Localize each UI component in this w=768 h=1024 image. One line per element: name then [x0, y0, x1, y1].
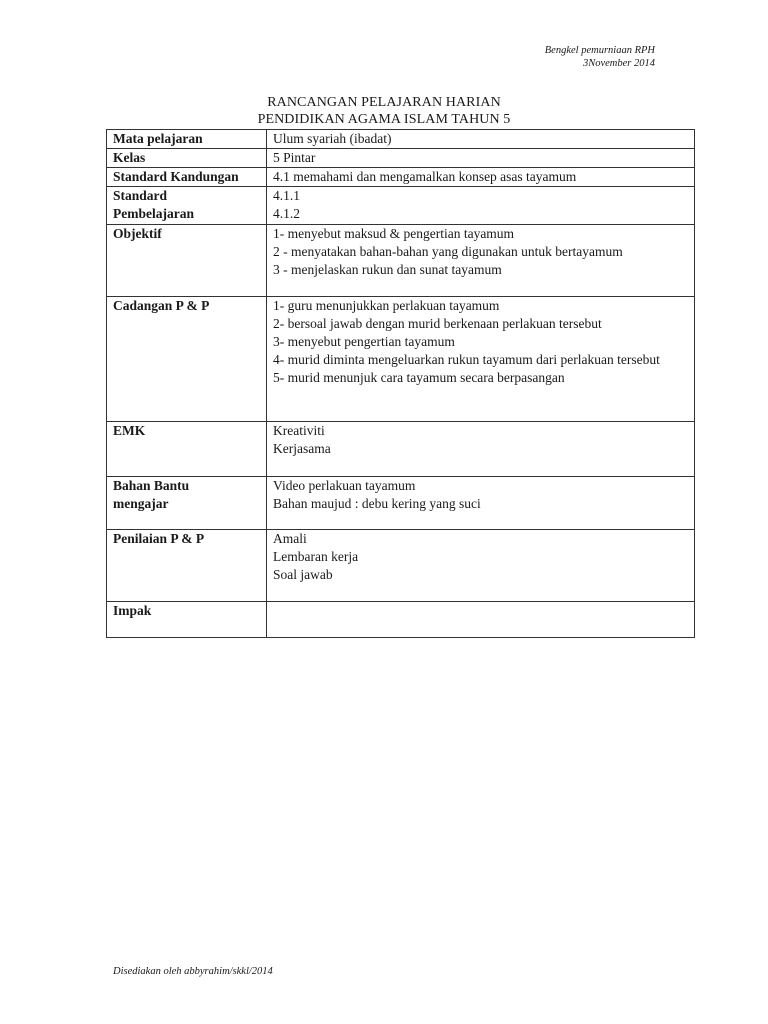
cadangan-item: 5- murid menunjuk cara tayamum secara berpasangan: [273, 370, 565, 385]
label-objektif: Objektif: [107, 225, 267, 297]
standard-pembelajaran-item: 4.1.2: [273, 206, 300, 221]
row-impak: [107, 602, 695, 638]
label-standard-kandungan: Standard Kandungan: [107, 168, 267, 187]
value-cadangan: [267, 297, 695, 422]
row-bahan-bantu: [107, 477, 695, 530]
value-impak: [267, 602, 695, 638]
label-impak: Impak: [107, 602, 267, 638]
lesson-plan-table: [106, 129, 695, 638]
value-standard-kandungan: 4.1 memahami dan mengamalkan konsep asas tayamum: [267, 168, 695, 187]
footer-note: Disediakan oleh abbyrahim/skkl/2014: [113, 966, 273, 977]
penilaian-item: Amali: [273, 531, 307, 546]
row-standard-pembelajaran: [107, 187, 695, 225]
value-penilaian: [267, 530, 695, 602]
header-note: [545, 44, 655, 70]
row-emk: [107, 422, 695, 477]
title-line-2: PENDIDIKAN AGAMA ISLAM TAHUN 5: [257, 112, 511, 127]
penilaian-item: Lembaran kerja: [273, 549, 359, 564]
header-workshop: Bengkel pemurniaan RPH: [544, 45, 655, 56]
label-standard-pembelajaran-line-1: Standard: [113, 188, 168, 203]
label-bahan-bantu: [107, 477, 267, 530]
bahan-bantu-item: Bahan maujud : debu kering yang suci: [273, 496, 481, 511]
label-bahan-bantu-line-1: Bahan Bantu: [113, 478, 190, 493]
label-bahan-bantu-line-2: mengajar: [113, 496, 169, 511]
row-penilaian: [107, 530, 695, 602]
label-standard-pembelajaran-line-2: Pembelajaran: [113, 206, 194, 221]
row-standard-kandungan: [107, 168, 695, 187]
standard-pembelajaran-item: 4.1.1: [273, 188, 300, 203]
cadangan-item: 1- guru menunjukkan perlakuan tayamum: [273, 298, 500, 313]
label-kelas: Kelas: [107, 149, 267, 168]
value-objektif: [267, 225, 695, 297]
cadangan-item: 4- murid diminta mengeluarkan rukun tayamum dari perlakuan tersebut: [273, 352, 660, 367]
label-cadangan: Cadangan P & P: [107, 297, 267, 422]
value-standard-pembelajaran: [267, 187, 695, 225]
row-objektif: [107, 225, 695, 297]
label-mata-pelajaran: Mata pelajaran: [107, 130, 267, 149]
row-mata-pelajaran: [107, 130, 695, 149]
cadangan-item: 3- menyebut pengertian tayamum: [273, 334, 455, 349]
objektif-item: 3 - menjelaskan rukun dan sunat tayamum: [273, 262, 502, 277]
value-mata-pelajaran: Ulum syariah (ibadat): [267, 130, 695, 149]
penilaian-item: Soal jawab: [273, 567, 333, 582]
emk-item: Kreativiti: [273, 423, 325, 438]
value-bahan-bantu: [267, 477, 695, 530]
document-title: [0, 94, 768, 128]
label-penilaian: Penilaian P & P: [107, 530, 267, 602]
cadangan-item: 2- bersoal jawab dengan murid berkenaan perlakuan tersebut: [273, 316, 602, 331]
objektif-item: 2 - menyatakan bahan-bahan yang digunakan untuk bertayamum: [273, 244, 623, 259]
value-kelas: 5 Pintar: [267, 149, 695, 168]
header-date: 3November 2014: [582, 58, 655, 69]
value-emk: [267, 422, 695, 477]
emk-item: Kerjasama: [273, 441, 331, 456]
label-emk: EMK: [107, 422, 267, 477]
row-cadangan: [107, 297, 695, 422]
bahan-bantu-item: Video perlakuan tayamum: [273, 478, 416, 493]
label-standard-pembelajaran: [107, 187, 267, 225]
row-kelas: [107, 149, 695, 168]
objektif-item: 1- menyebut maksud & pengertian tayamum: [273, 226, 515, 241]
title-line-1: RANCANGAN PELAJARAN HARIAN: [267, 95, 501, 110]
